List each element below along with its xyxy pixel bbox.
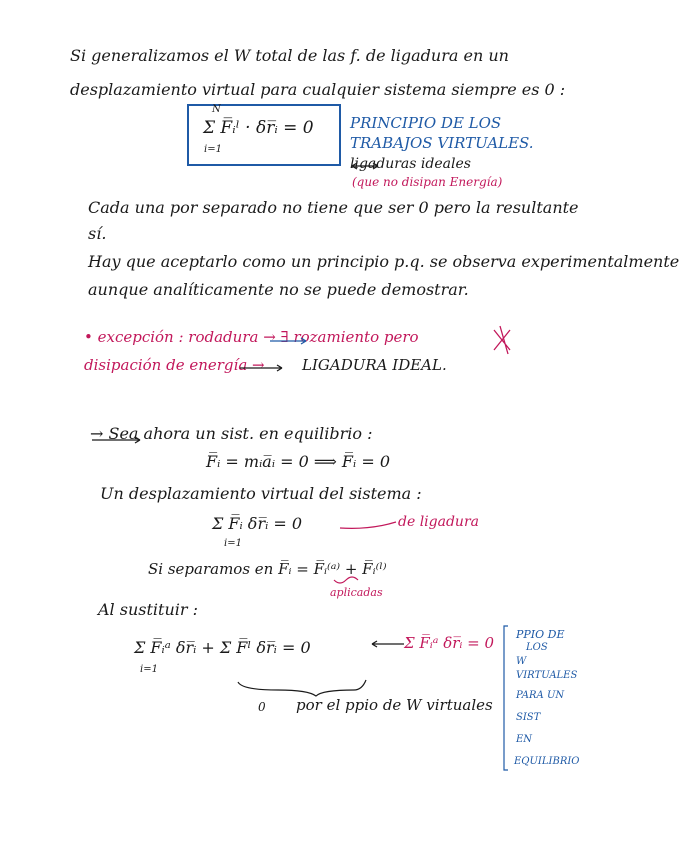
virtual-work-note: por el ppio de W virtuales [296,696,493,714]
margin-note-line-4: VIRTUALES [516,670,578,681]
virtual-displacement-line: Un desplazamiento virtual del sistema : [100,484,422,503]
constraint-label: de ligadura [398,514,479,530]
margin-note-line-5: PARA UN [516,690,565,701]
ideal-constraint-label: LIGADURA IDEAL. [302,356,447,374]
principle-sum-upper: N [212,104,221,115]
margin-note-line-6: SIST [516,712,541,723]
virtual-sum-limits: i=1 [224,538,242,549]
margin-note-line-2: LOS [526,642,548,653]
equilibrium-equation: F̅ᵢ = mᵢa̅ᵢ = 0 ⟹ F̅ᵢ = 0 [206,452,390,471]
virtual-displacement-equation: Σ F̅ᵢ δr̅ᵢ = 0 [212,514,303,533]
principle-sum-limits: i=1 [204,144,222,155]
principle-equation: Σ F̅ᵢˡ · δr̅ᵢ = 0 [203,118,314,138]
applied-label: aplicadas [330,586,383,599]
principle-name-line-1: PRINCIPIO DE LOS [350,114,502,132]
margin-note-line-8: EQUILIBRIO [514,756,580,767]
principle-line-1: Hay que aceptarlo como un principio p.q. se observa experimentalmente [88,252,679,271]
each-one-line-2: sí. [88,224,107,243]
intro-line-2: desplazamiento virtual para cualquier sistema siempre es 0 : [70,80,566,99]
margin-note-line-1: PPIO DE [516,628,565,641]
ideal-constraints-aside: (que no disipan Energía) [352,175,503,189]
separate-line: Si separamos en F̅ᵢ = F̅ᵢ⁽ᵃ⁾ + F̅ᵢ⁽ˡ⁾ [148,560,387,578]
virtual-work-sum: Σ F̅ᵢᵃ δr̅ᵢ = 0 [404,634,495,652]
zero-label: 0 [258,700,266,714]
intro-line-1: Si generalizamos el W total de las f. de ligadura en un [70,46,509,65]
each-one-line-1: Cada una por separado no tiene que ser 0 pero la resultante [88,198,579,217]
substitution-sum-limits: i=1 [140,664,158,675]
substituting-label: Al sustituir : [98,600,199,619]
exception-line-2: disipación de energía → [84,356,265,374]
principle-name-line-2: TRABAJOS VIRTUALES. [350,134,534,152]
margin-note-line-3: W [516,656,527,667]
principle-line-2: aunque analíticamente no se puede demostrar. [88,280,469,299]
margin-note-line-7: EN [516,734,533,745]
exception-line-1: • excepción : rodadura → ∃ rozamiento pero [84,328,419,346]
ideal-constraints-note: ligaduras ideales [350,156,471,172]
equilibrium-line: → Sea ahora un sist. en equilibrio : [90,424,373,443]
substitution-equation: Σ F̅ᵢᵃ δr̅ᵢ + Σ F̅ˡ δr̅ᵢ = 0 [134,638,311,657]
